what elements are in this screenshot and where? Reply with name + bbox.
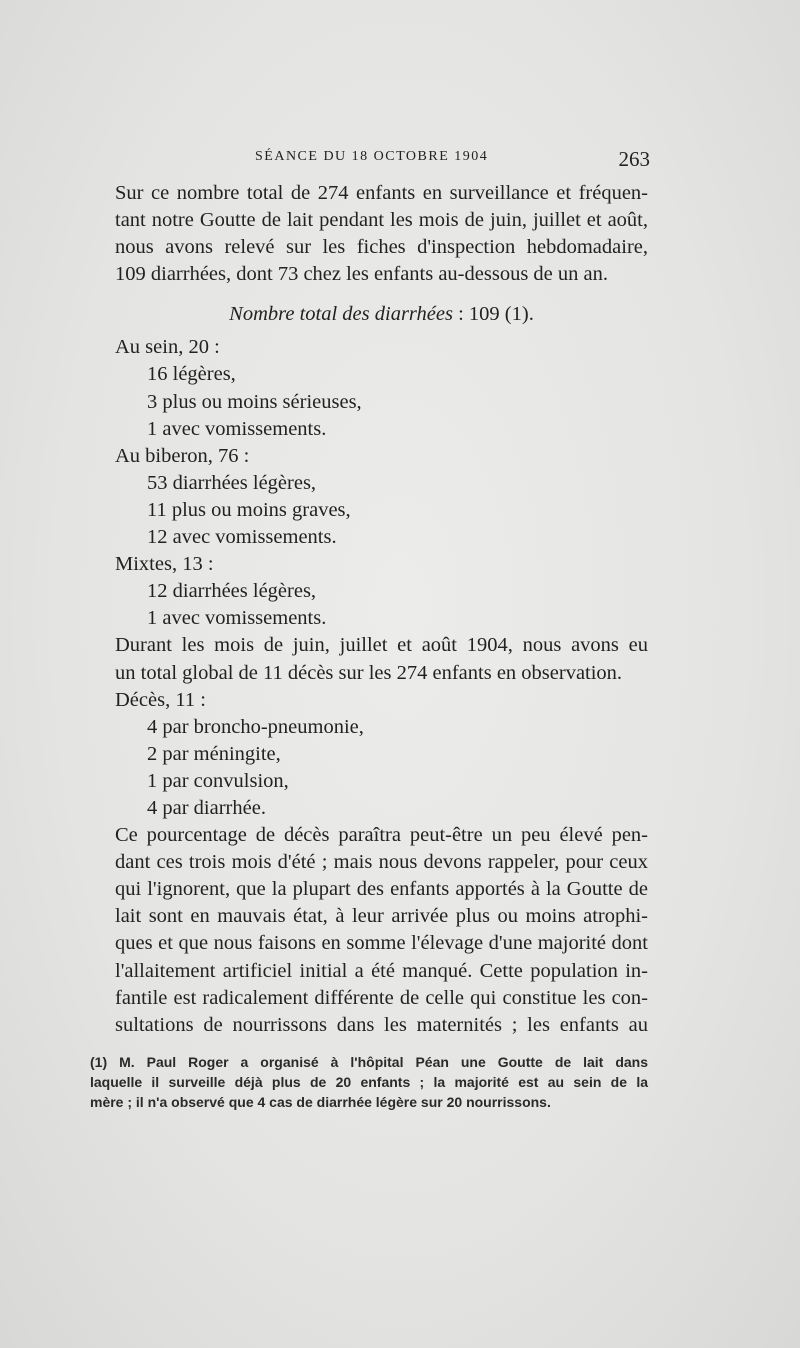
paragraph-line: fantile est radicalement différente de celle qui constitue les con- [115, 986, 648, 1009]
list-head: Décès, 11 : [115, 688, 206, 711]
page-number: 263 [618, 147, 650, 171]
list-head: Au biberon, 76 : [115, 444, 250, 467]
list-item: 11 plus ou moins graves, [147, 498, 351, 521]
paragraph-line: sultations de nourrissons dans les maternités ; les enfants au [115, 1013, 648, 1036]
running-head: SÉANCE DU 18 OCTOBRE 1904 [255, 149, 489, 164]
footnote-line: (1) M. Paul Roger a organisé à l'hôpital Péan une Goutte de lait dans [90, 1054, 648, 1070]
list-item: 53 diarrhées légères, [147, 471, 317, 494]
paragraph-line: dant ces trois mois d'été ; mais nous devons rappeler, pour ceux [115, 851, 648, 874]
section-title-count: : 109 (1). [452, 303, 534, 326]
footnote [90, 1052, 648, 1112]
paragraph-line: Ce pourcentage de décès paraîtra peut-être un peu élevé pen- [115, 824, 648, 847]
section-title-italic: Nombre total des diarrhées [229, 303, 453, 326]
paragraph-line: nous avons relevé sur les fiches d'inspection hebdomadaire, [115, 236, 648, 259]
list-item: 4 par diarrhée. [147, 796, 266, 819]
page-header [255, 147, 650, 173]
paragraph-line: 109 diarrhées, dont 73 chez les enfants au-dessous de un an. [115, 263, 608, 286]
body-text [115, 180, 648, 1039]
list-item: 4 par broncho-pneumonie, [147, 715, 364, 738]
section-title [115, 298, 648, 330]
footnote-line: laquelle il surveille déjà plus de 20 enfants ; la majorité est au sein de la [90, 1074, 648, 1090]
paragraph-line: lait sont en mauvais état, à leur arrivée plus ou moins atrophi- [115, 905, 648, 928]
list-item: 1 avec vomissements. [147, 417, 327, 440]
paragraph-line: ques et que nous faisons en somme l'élevage d'une majorité dont [115, 932, 648, 955]
list-head: Mixtes, 13 : [115, 553, 214, 576]
list-head: Au sein, 20 : [115, 336, 220, 359]
paragraph-line: Durant les mois de juin, juillet et août 1904, nous avons eu [115, 634, 648, 657]
list-item: 16 légères, [147, 363, 236, 386]
footnote-line: mère ; il n'a observé que 4 cas de diarrhée légère sur 20 nourrissons. [90, 1094, 551, 1110]
list-item: 1 avec vomissements. [147, 607, 327, 630]
paragraph-line: tant notre Goutte de lait pendant les mois de juin, juillet et août, [115, 209, 648, 232]
list-item: 2 par méningite, [147, 742, 281, 765]
list-item: 12 avec vomissements. [147, 526, 337, 549]
paragraph-line: qui l'ignorent, que la plupart des enfants apportés à la Goutte de [115, 878, 648, 901]
list-item: 3 plus ou moins sérieuses, [147, 390, 362, 413]
paragraph-line: un total global de 11 décès sur les 274 enfants en observation. [115, 661, 623, 684]
paragraph-line: l'allaitement artificiel initial a été manqué. Cette population in- [115, 959, 648, 982]
list-item: 1 par convulsion, [147, 769, 289, 792]
paragraph-line: Sur ce nombre total de 274 enfants en surveillance et fréquen- [115, 182, 648, 204]
list-item: 12 diarrhées légères, [147, 580, 317, 603]
